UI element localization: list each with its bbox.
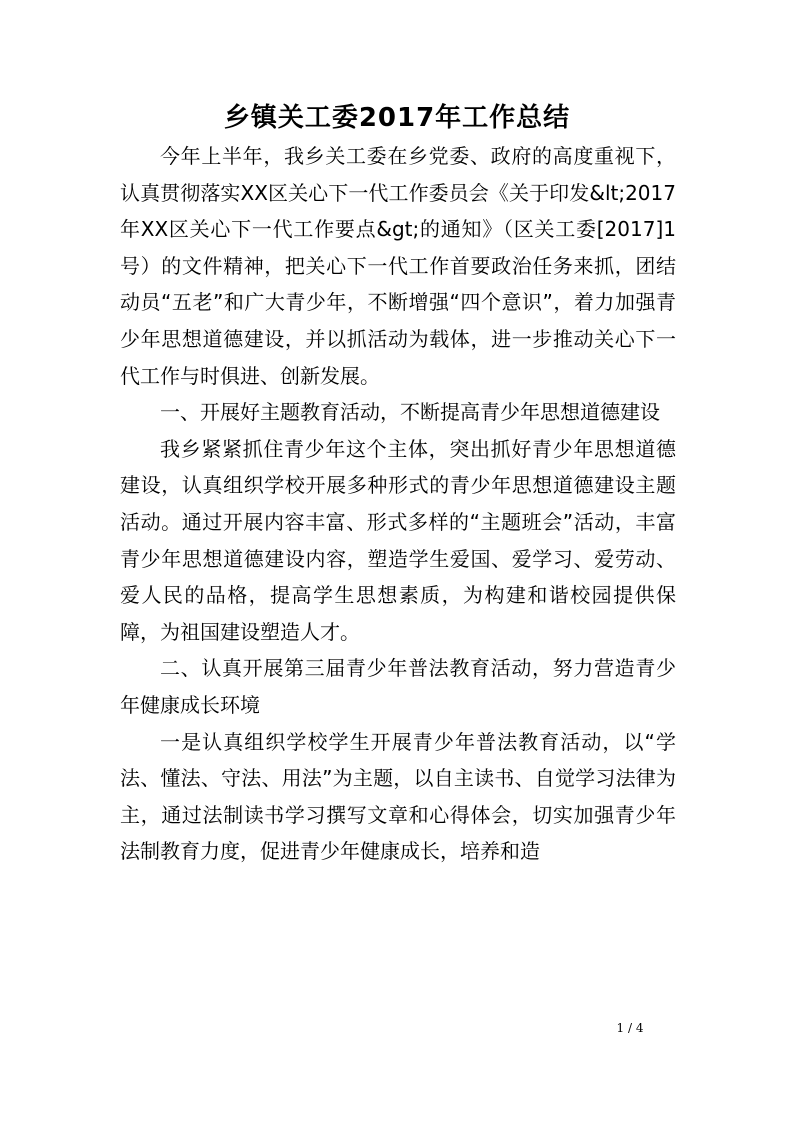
paragraph-intro: 今年上半年，我乡关工委在乡党委、政府的高度重视下，认真贯彻落实XX区关心下一代工作委员会《关于印发&lt;2017年XX区关心下一代工作要点&gt;的通知》（区关工委[2017]1号）的文件精神，把关心下一代工作首要政治任务来抓，团结动员“五老”和广大青少年，不断增强“四个意识”，着力加强青少年思想道德建设，并以抓活动为载体，进一步推动关心下一代工作与时俱进、创新发展。 <box>120 144 676 388</box>
paragraph-section-2: 一是认真组织学校学生开展青少年普法教育活动，以“学法、懂法、守法、用法”为主题，以自主读书、自觉学习法律为主，通过法制读书学习撰写文章和心得体会，切实加强青少年法制教育力度，促进青少年健康成长，培养和造 <box>120 729 676 864</box>
section-heading-1: 一、开展好主题教育活动，不断提高青少年思想道德建设 <box>160 400 660 425</box>
page-number: 1 / 4 <box>616 1021 644 1035</box>
document-body <box>120 138 676 870</box>
paragraph-section-1: 我乡紧紧抓住青少年这个主体，突出抓好青少年思想道德建设，认真组织学校开展多种形式的青少年思想道德建设主题活动。通过开展内容丰富、形式多样的“主题班会”活动，丰富青少年思想道德建设内容，塑造学生爱国、爱学习、爱劳动、爱人民的品格，提高学生思想素质，为构建和谐校园提供保障，为祖国建设塑造人才。 <box>120 436 676 644</box>
document-title: 乡镇关工委2017年工作总结 <box>223 103 571 133</box>
section-heading-2: 二、认真开展第三届青少年普法教育活动，努力营造青少年健康成长环境 <box>120 656 676 717</box>
